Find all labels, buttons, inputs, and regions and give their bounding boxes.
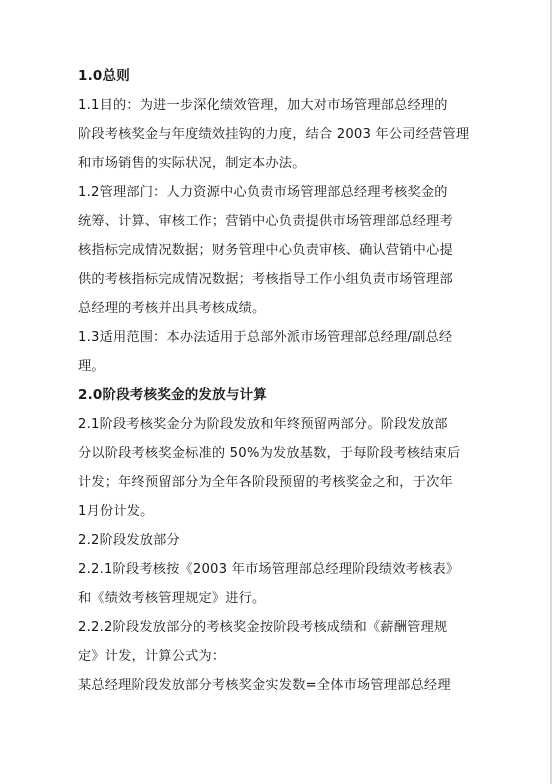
paragraph-line: 理。 xyxy=(78,359,105,374)
paragraph-line: 1.3适用范围：本办法适用于总部外派市场管理部总经理/副总经 xyxy=(78,330,453,345)
paragraph-line: 1月份计发。 xyxy=(78,504,154,519)
paragraph-line: 1.2管理部门：人力资源中心负责市场管理部总经理考核奖金的 xyxy=(78,185,448,200)
paragraph-line: 总经理的考核并出具考核成绩。 xyxy=(78,301,266,316)
document-body xyxy=(78,62,478,700)
paragraph-line: 定》计发，计算公式为： xyxy=(78,649,226,664)
section-heading-2: 2.0阶段考核奖金的发放与计算 xyxy=(78,387,267,403)
section-heading-1: 1.0总则 xyxy=(78,68,130,84)
paragraph-line: 1.1目的：为进一步深化绩效管理，加大对市场管理部总经理的 xyxy=(78,98,448,113)
paragraph-line: 供的考核指标完成情况数据；考核指导工作小组负责市场管理部 xyxy=(78,272,453,287)
paragraph-line: 2.2.1阶段考核按《2003 年市场管理部总经理阶段绩效考核表》 xyxy=(78,562,460,577)
paragraph-line: 2.2阶段发放部分 xyxy=(78,533,180,548)
paragraph-line: 阶段考核奖金与年度绩效挂钩的力度，结合 2003 年公司经营管理 xyxy=(78,127,470,142)
paragraph-line: 计发；年终预留部分为全年各阶段预留的考核奖金之和，于次年 xyxy=(78,475,453,490)
paragraph-line: 和《绩效考核管理规定》进行。 xyxy=(78,591,266,606)
paragraph-line: 某总经理阶段发放部分考核奖金实发数=全体市场管理部总经理 xyxy=(78,678,451,693)
paragraph-line: 统筹、计算、审核工作；营销中心负责提供市场管理部总经理考 xyxy=(78,214,453,229)
paragraph-line: 2.1阶段考核奖金分为阶段发放和年终预留两部分。阶段发放部 xyxy=(78,417,448,432)
paragraph-line: 2.2.2阶段发放部分的考核奖金按阶段考核成绩和《薪酬管理规 xyxy=(78,620,448,635)
paragraph-line: 核指标完成情况数据；财务管理中心负责审核、确认营销中心提 xyxy=(78,243,453,258)
paragraph-line: 分以阶段考核奖金标准的 50%为发放基数，于每阶段考核结束后 xyxy=(78,446,461,461)
paragraph-line: 和市场销售的实际状况，制定本办法。 xyxy=(78,156,306,171)
